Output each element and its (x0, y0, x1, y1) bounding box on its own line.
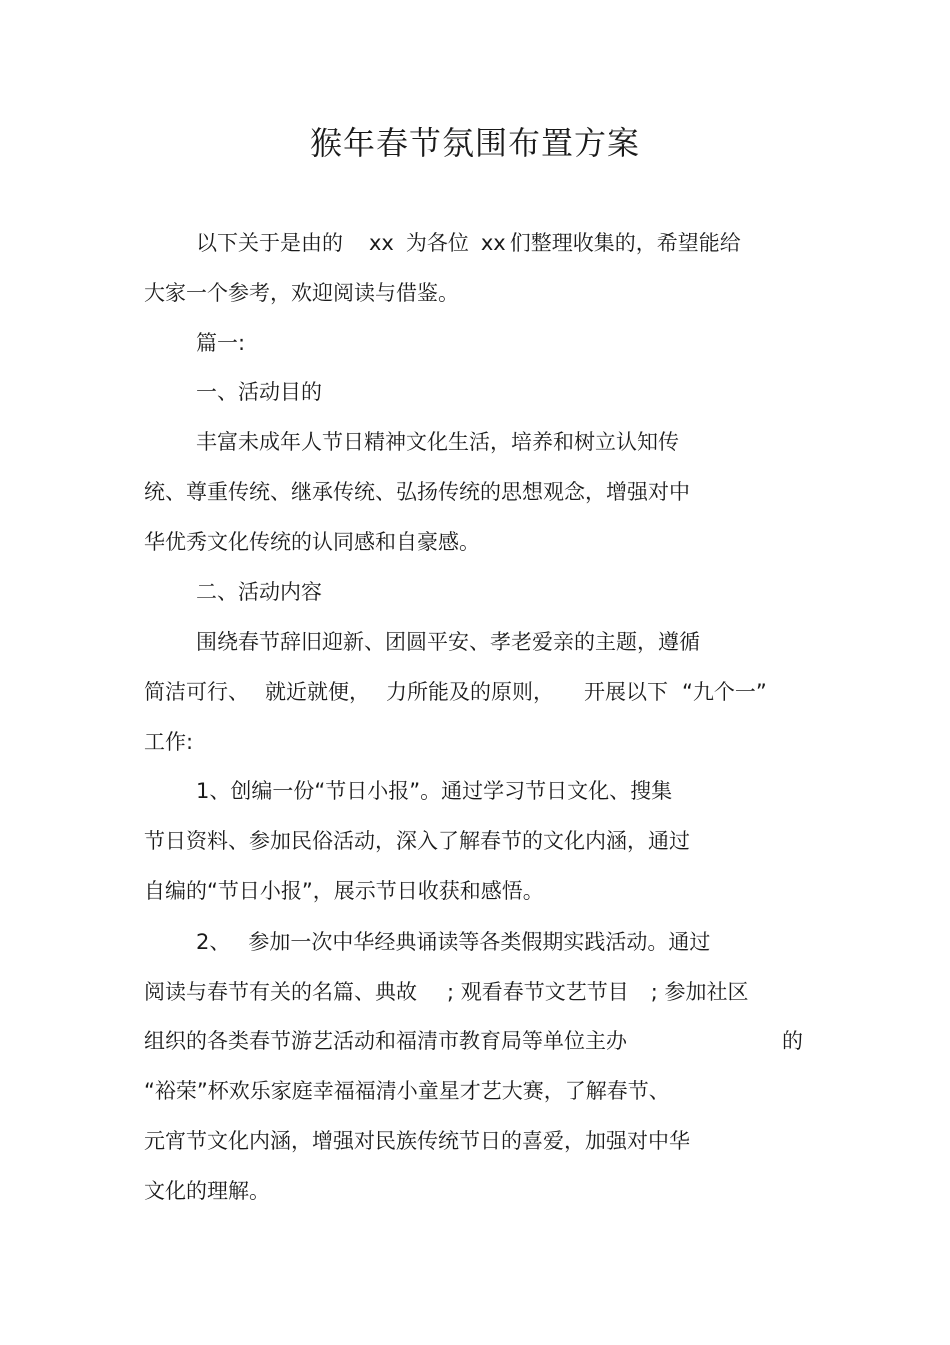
item-2-line-6: 文化的理解。 (144, 1179, 270, 1203)
intro-text-3: 们整理收集的，希望能给 (509, 231, 741, 255)
item-2-line-1 (196, 928, 710, 956)
section-2-line-2-c: 力所能及的原则， (386, 680, 554, 704)
section-1-line-2: 统、尊重传统、继承传统、弘扬传统的思想观念，增强对中 (144, 480, 690, 504)
document-title: 猴年春节氛围布置方案 (309, 124, 640, 162)
section-2-line-2-a: 简洁可行、 (144, 680, 249, 704)
section-2-line-3: 工作: (144, 730, 194, 754)
item-2-line-2 (144, 978, 749, 1006)
section-1-line-1: 丰富未成年人节日精神文化生活，培养和树立认知传 (196, 430, 679, 454)
section-2-line-2 (144, 678, 767, 706)
item-2-line-2-b: ; 观看春节文艺节目 (447, 980, 629, 1004)
item-2-line-5: 元宵节文化内涵，增强对民族传统节日的喜爱，加强对中华 (144, 1129, 690, 1153)
item-1-line-1: 1、创编一份“节日小报”。通过学习节日文化、搜集 (196, 779, 673, 803)
section-2-line-2-b: 就近就便， (265, 680, 370, 704)
intro-placeholder-1: xx (369, 231, 394, 255)
section-2-line-2-e: “九个一” (682, 680, 767, 704)
section-2-heading: 二、活动内容 (196, 580, 322, 604)
item-2-number: 2、 (196, 930, 231, 954)
section-1-heading: 一、活动目的 (196, 380, 322, 404)
item-2-line-2-c: ; 参加社区 (650, 980, 749, 1004)
intro-placeholder-2: xx (480, 231, 506, 255)
item-1-line-2: 节日资料、参加民俗活动，深入了解春节的文化内涵，通过 (144, 829, 690, 853)
section-2-line-2-d: 开展以下 (584, 680, 668, 704)
intro-text-2: 为各位 (405, 231, 469, 255)
section-2-line-1: 围绕春节辞旧迎新、团圆平安、孝老爱亲的主题，遵循 (196, 630, 700, 654)
section-1-line-3: 华优秀文化传统的认同感和自豪感。 (144, 530, 480, 554)
item-2-line-3-b: 的 (782, 1029, 803, 1053)
intro-line-2: 大家一个参考，欢迎阅读与借鉴。 (144, 281, 459, 305)
item-2-line-2-a: 阅读与春节有关的名篇、典故 (144, 980, 417, 1004)
intro-text-1: 以下关于是由的 (196, 231, 343, 255)
item-1-line-3: 自编的“节日小报”，展示节日收获和感悟。 (144, 879, 544, 903)
intro-line-1 (196, 229, 741, 257)
part-heading: 篇一: (196, 331, 246, 355)
item-2-line-3-a: 组织的各类春节游艺活动和福清市教育局等单位主办 (144, 1029, 627, 1053)
item-2-line-1-text: 参加一次中华经典诵读等各类假期实践活动。通过 (248, 930, 711, 954)
item-2-line-4: “裕荣”杯欢乐家庭幸福福清小童星才艺大赛，了解春节、 (144, 1079, 670, 1103)
